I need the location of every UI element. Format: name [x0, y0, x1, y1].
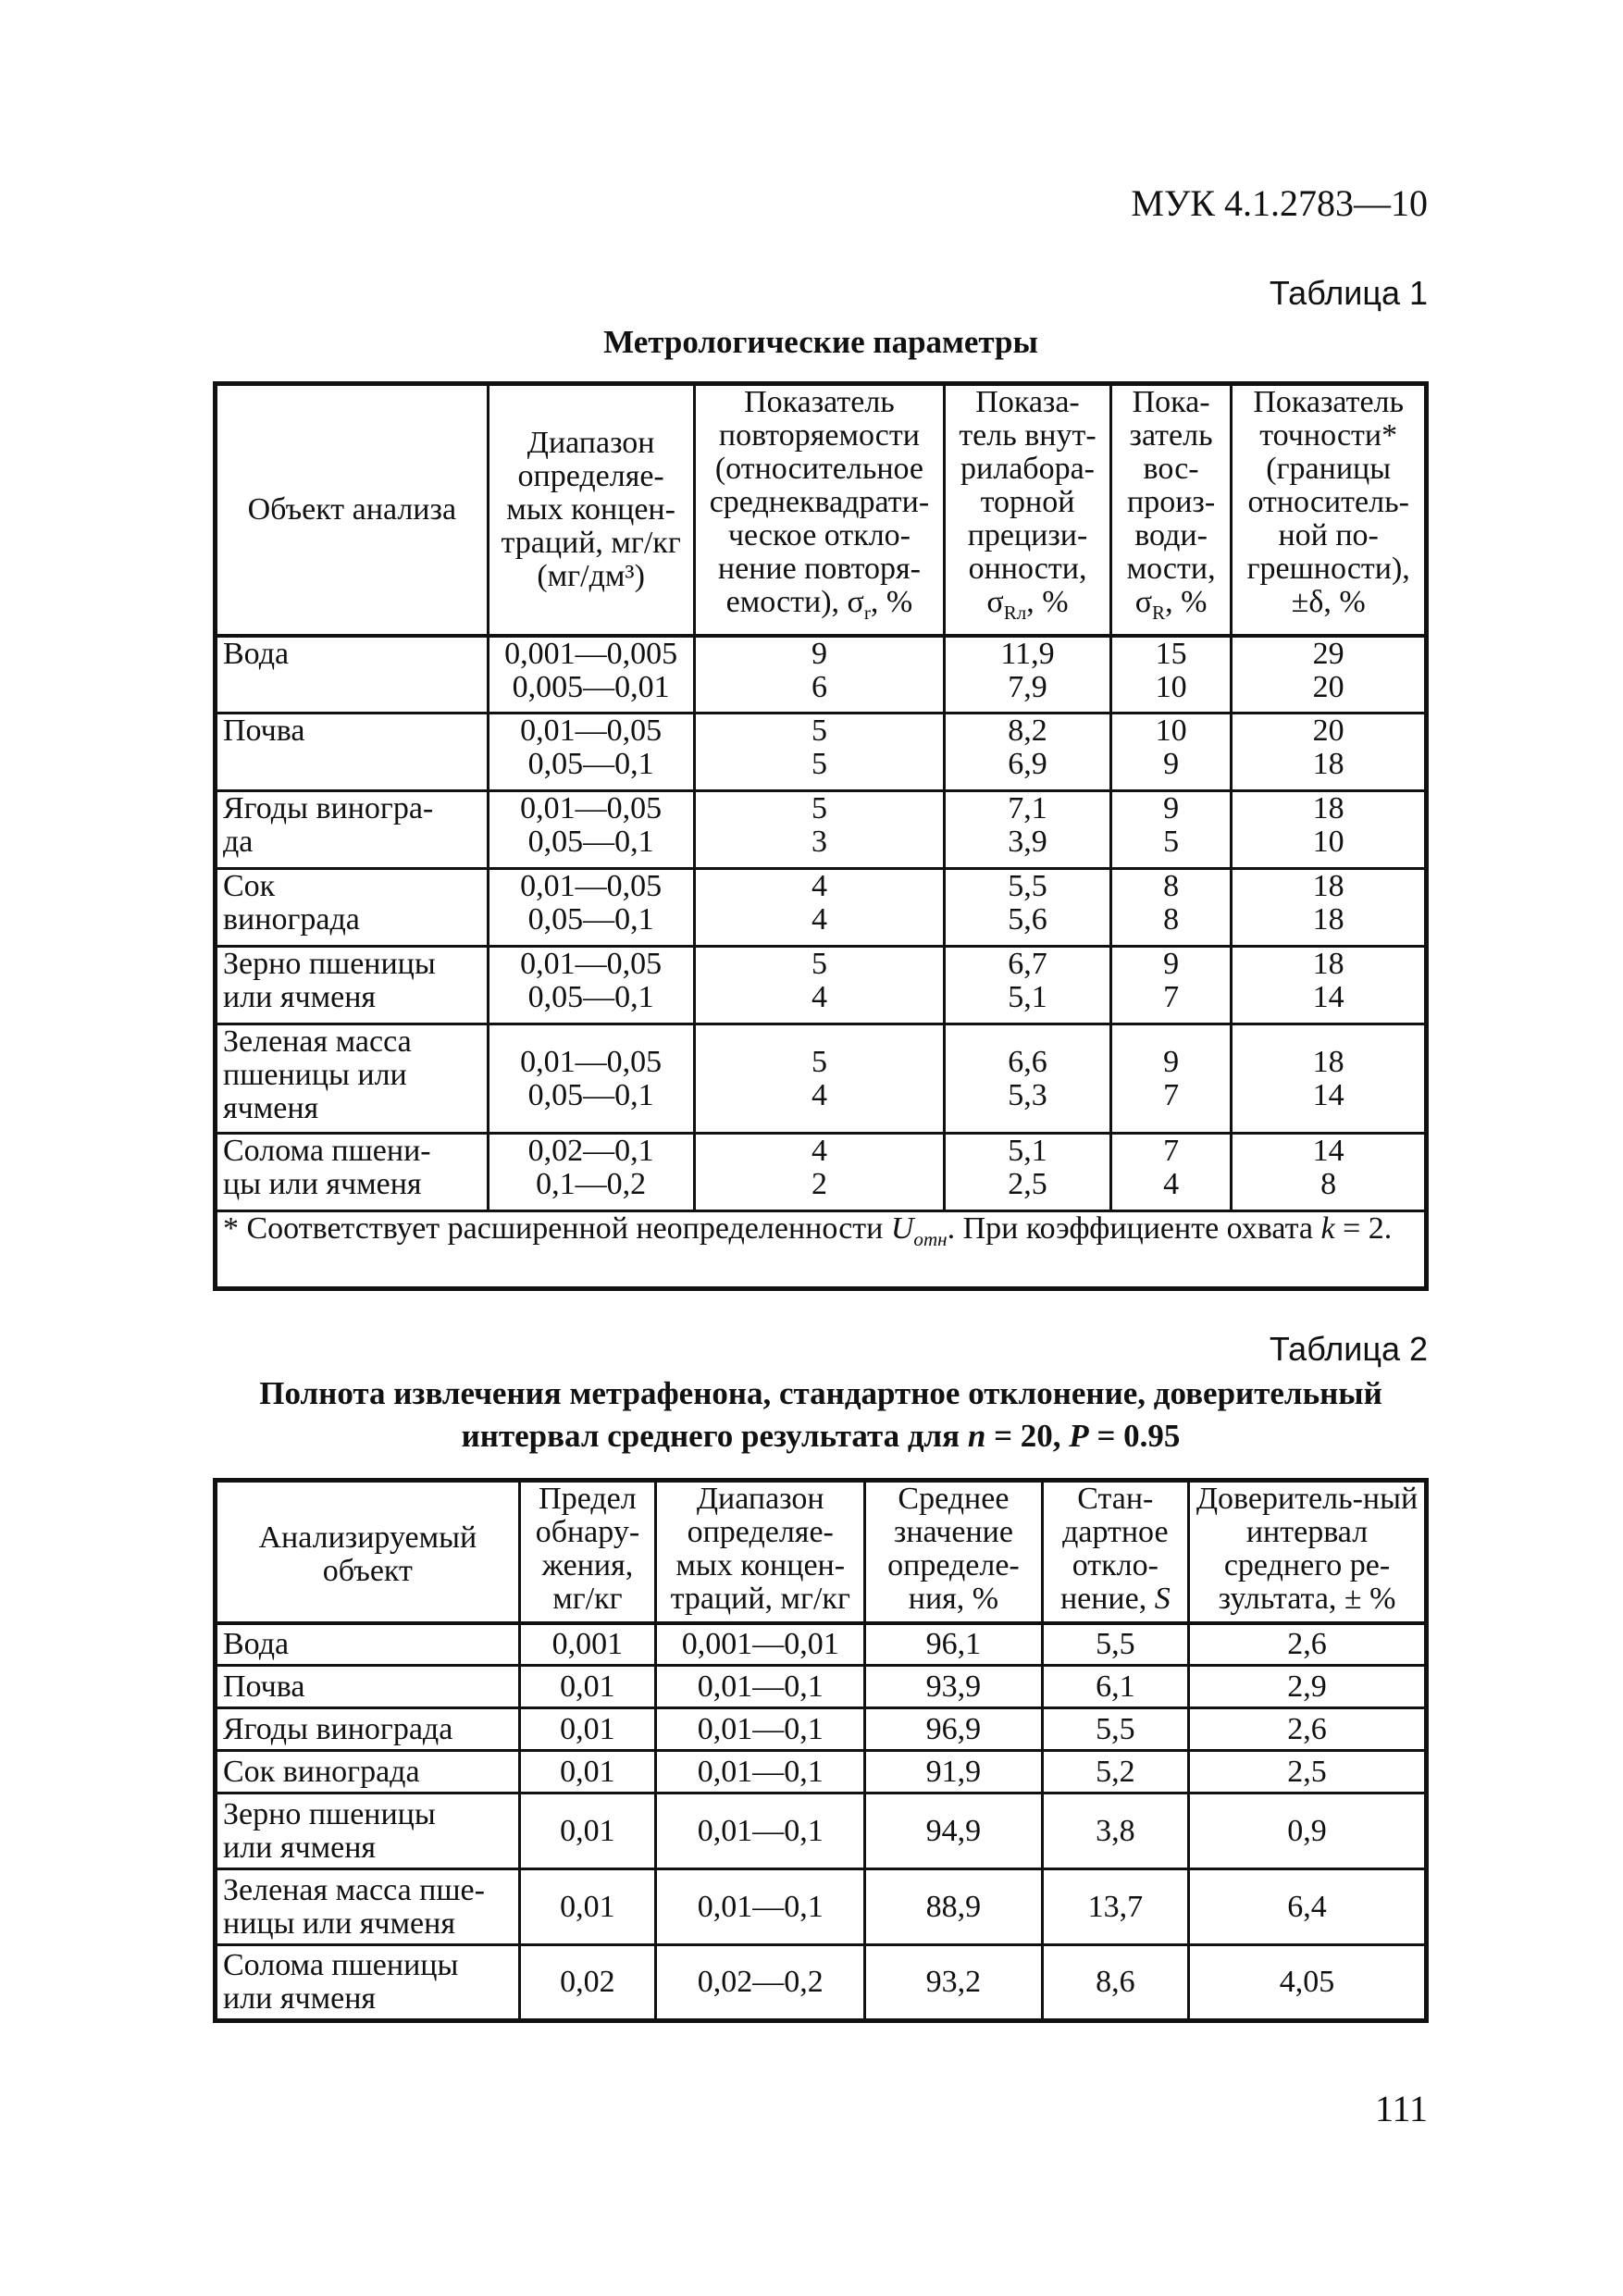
cell-accuracy: 18 18	[1232, 869, 1427, 947]
cell-range: 0,01—0,1	[656, 1666, 865, 1708]
cell-repeatability: 5 4	[694, 947, 945, 1024]
table1-label: Таблица 1	[1269, 274, 1428, 312]
table-row	[216, 1024, 1427, 1134]
cell-ci: 2,9	[1189, 1666, 1427, 1708]
cell-intralab: 5,1 2,5	[945, 1134, 1111, 1211]
cell-object: Солома пшени- цы или ячменя	[216, 1134, 489, 1211]
header-range	[488, 384, 694, 636]
cell-object: Зерно пшеницы или ячменя	[216, 947, 489, 1024]
header-std-deviation-text: Стан-дартное откло-нение,	[1059, 1482, 1169, 1616]
table-row	[216, 1623, 1427, 1666]
cell-reproducibility: 15 10	[1110, 636, 1232, 714]
cell-object: Сок винограда	[216, 869, 489, 947]
cell-reproducibility: 9 7	[1110, 1024, 1232, 1134]
header-repeatability-sub: r	[863, 601, 871, 624]
header-intralab-text: Показа-тель внут-рилабора-торной прецизи-онности, σ	[959, 385, 1096, 619]
header-analyzed-object: Анализируемый объект	[216, 1481, 520, 1623]
cell-ci: 0,9	[1189, 1793, 1427, 1869]
cell-reproducibility: 10 9	[1110, 714, 1232, 791]
table-row	[216, 1751, 1427, 1793]
cell-intralab: 11,9 7,9	[945, 636, 1111, 714]
table-row	[216, 947, 1427, 1024]
cell-reproducibility: 7 4	[1110, 1134, 1232, 1211]
table-row	[216, 869, 1427, 947]
table-row	[216, 1666, 1427, 1708]
table2-label: Таблица 2	[1269, 1330, 1428, 1368]
cell-sd: 8,6	[1042, 1945, 1188, 2021]
cell-object: Сок винограда	[216, 1751, 520, 1793]
table-row	[216, 1869, 1427, 1945]
cell-range: 0,01—0,1	[656, 1869, 865, 1945]
footnote-text-3: = 2.	[1334, 1211, 1393, 1246]
cell-accuracy: 14 8	[1232, 1134, 1427, 1211]
recovery-table	[213, 1478, 1429, 2023]
table-row	[216, 1945, 1427, 2021]
cell-mean: 94,9	[865, 1793, 1042, 1869]
cell-range: 0,02—0,1 0,1—0,2	[488, 1134, 694, 1211]
cell-sd: 5,2	[1042, 1751, 1188, 1793]
cell-ci: 2,6	[1189, 1708, 1427, 1751]
cell-range: 0,01—0,05 0,05—0,1	[488, 1024, 694, 1134]
cell-mean: 91,9	[865, 1751, 1042, 1793]
cell-mean: 93,2	[865, 1945, 1042, 2021]
cell-repeatability: 4 4	[694, 869, 945, 947]
cell-repeatability: 9 6	[694, 636, 945, 714]
cell-repeatability: 5 5	[694, 714, 945, 791]
table-row	[216, 636, 1427, 714]
table2-title-n: n	[967, 1418, 986, 1454]
cell-range: 0,01—0,05 0,05—0,1	[488, 947, 694, 1024]
cell-object: Зеленая масса пшеницы или ячменя	[216, 1024, 489, 1134]
cell-range: 0,01—0,1	[656, 1708, 865, 1751]
header-reproducibility-text: Пока-затель вос-произ-води-мости, σ	[1126, 385, 1216, 619]
cell-object: Вода	[216, 1623, 520, 1666]
header-intralab-tail: , %	[1026, 585, 1069, 619]
header-confidence-interval: Доверитель-ный интервал среднего ре-зультата, ± %	[1189, 1481, 1427, 1623]
cell-accuracy: 29 20	[1232, 636, 1427, 714]
table2-title	[213, 1372, 1429, 1458]
footnote-text-1: * Соответствует расширенной неопределенности	[223, 1211, 891, 1246]
cell-accuracy: 18 14	[1232, 1024, 1427, 1134]
page-number: 111	[1374, 2088, 1428, 2129]
header-detection-limit: Предел обнару-жения, мг/кг	[519, 1481, 656, 1623]
cell-limit: 0,01	[519, 1751, 656, 1793]
cell-ci: 6,4	[1189, 1869, 1427, 1945]
header-intralab-sub: Rл	[1003, 601, 1027, 624]
cell-limit: 0,01	[519, 1793, 656, 1869]
header-s-symbol: S	[1154, 1582, 1171, 1616]
footnote-k-symbol: k	[1320, 1211, 1335, 1246]
cell-limit: 0,02	[519, 1945, 656, 2021]
cell-object: Ягоды виногра- да	[216, 791, 489, 869]
header-intralab	[945, 384, 1111, 636]
cell-reproducibility: 9 7	[1110, 947, 1232, 1024]
cell-intralab: 5,5 5,6	[945, 869, 1111, 947]
cell-mean: 88,9	[865, 1869, 1042, 1945]
header-range-text: Диапазон определяе-мых концен-траций, мг/кг (мг/дм³)	[501, 425, 681, 593]
cell-range: 0,001—0,01	[656, 1623, 865, 1666]
cell-intralab: 6,7 5,1	[945, 947, 1111, 1024]
cell-object: Зерно пшеницы или ячменя	[216, 1793, 520, 1869]
cell-range: 0,01—0,1	[656, 1751, 865, 1793]
table2-title-p: P	[1069, 1418, 1089, 1454]
cell-accuracy: 20 18	[1232, 714, 1427, 791]
cell-limit: 0,001	[519, 1623, 656, 1666]
table-row	[216, 714, 1427, 791]
table2-title-part-a: интервал среднего результата для	[461, 1418, 968, 1454]
header-repeatability-text: Показатель повторяемости (относительное среднеквадрати-ческое откло-нение повторя-емости), σ	[709, 385, 930, 619]
cell-intralab: 6,6 5,3	[945, 1024, 1111, 1134]
cell-object: Солома пшеницы или ячменя	[216, 1945, 520, 2021]
table2-title-line2	[213, 1415, 1429, 1458]
table1-footnote	[216, 1211, 1427, 1289]
header-reproducibility	[1110, 384, 1232, 636]
table2-title-part-c: = 0.95	[1088, 1418, 1181, 1454]
footnote-text-2: . При коэффициенте охвата	[947, 1211, 1321, 1246]
cell-repeatability: 5 3	[694, 791, 945, 869]
cell-mean: 96,1	[865, 1623, 1042, 1666]
cell-object: Зеленая масса пше- ницы или ячменя	[216, 1869, 520, 1945]
table-header-row	[216, 1481, 1427, 1623]
footnote-u-sub: отн	[913, 1227, 948, 1250]
document-code: МУК 4.1.2783—10	[1131, 182, 1428, 224]
cell-range: 0,02—0,2	[656, 1945, 865, 2021]
cell-limit: 0,01	[519, 1708, 656, 1751]
cell-range: 0,01—0,05 0,05—0,1	[488, 714, 694, 791]
cell-range: 0,001—0,005 0,005—0,01	[488, 636, 694, 714]
cell-reproducibility: 8 8	[1110, 869, 1232, 947]
cell-range: 0,01—0,05 0,05—0,1	[488, 791, 694, 869]
cell-ci: 2,6	[1189, 1623, 1427, 1666]
header-range: Диапазон определяе-мых концен-траций, мг/кг	[656, 1481, 865, 1623]
metrological-parameters-table	[213, 381, 1429, 1291]
table1-title: Метрологические параметры	[603, 324, 1038, 360]
table2-title-line1: Полнота извлечения метрафенона, стандартное отклонение, доверительный	[259, 1375, 1382, 1411]
cell-limit: 0,01	[519, 1666, 656, 1708]
cell-limit: 0,01	[519, 1869, 656, 1945]
header-mean: Среднее значение определе-ния, %	[865, 1481, 1042, 1623]
cell-accuracy: 18 10	[1232, 791, 1427, 869]
footnote-u-symbol: U	[890, 1211, 914, 1246]
table-footnote-row	[216, 1211, 1427, 1289]
cell-range: 0,01—0,1	[656, 1793, 865, 1869]
cell-object: Вода	[216, 636, 489, 714]
cell-mean: 93,9	[865, 1666, 1042, 1708]
cell-sd: 5,5	[1042, 1623, 1188, 1666]
cell-sd: 5,5	[1042, 1708, 1188, 1751]
cell-reproducibility: 9 5	[1110, 791, 1232, 869]
cell-sd: 3,8	[1042, 1793, 1188, 1869]
table-row	[216, 1708, 1427, 1751]
header-accuracy: Показатель точности* (границы относитель-ной по-грешности), ±δ, %	[1232, 384, 1427, 636]
header-reproducibility-sub: R	[1152, 601, 1166, 624]
cell-intralab: 7,1 3,9	[945, 791, 1111, 869]
cell-object: Ягоды винограда	[216, 1708, 520, 1751]
cell-sd: 13,7	[1042, 1869, 1188, 1945]
cell-ci: 4,05	[1189, 1945, 1427, 2021]
table-header-row	[216, 384, 1427, 636]
table2-title-part-b: = 20,	[985, 1418, 1070, 1454]
header-repeatability-tail: , %	[870, 585, 913, 619]
header-std-deviation	[1042, 1481, 1188, 1623]
cell-object: Почва	[216, 1666, 520, 1708]
cell-repeatability: 5 4	[694, 1024, 945, 1134]
cell-range: 0,01—0,05 0,05—0,1	[488, 869, 694, 947]
header-reproducibility-tail: , %	[1165, 585, 1208, 619]
header-repeatability	[694, 384, 945, 636]
cell-repeatability: 4 2	[694, 1134, 945, 1211]
cell-object: Почва	[216, 714, 489, 791]
cell-ci: 2,5	[1189, 1751, 1427, 1793]
cell-accuracy: 18 14	[1232, 947, 1427, 1024]
table-row	[216, 791, 1427, 869]
header-object: Объект анализа	[216, 384, 489, 636]
table-row	[216, 1134, 1427, 1211]
table-row	[216, 1793, 1427, 1869]
cell-sd: 6,1	[1042, 1666, 1188, 1708]
cell-intralab: 8,2 6,9	[945, 714, 1111, 791]
cell-mean: 96,9	[865, 1708, 1042, 1751]
